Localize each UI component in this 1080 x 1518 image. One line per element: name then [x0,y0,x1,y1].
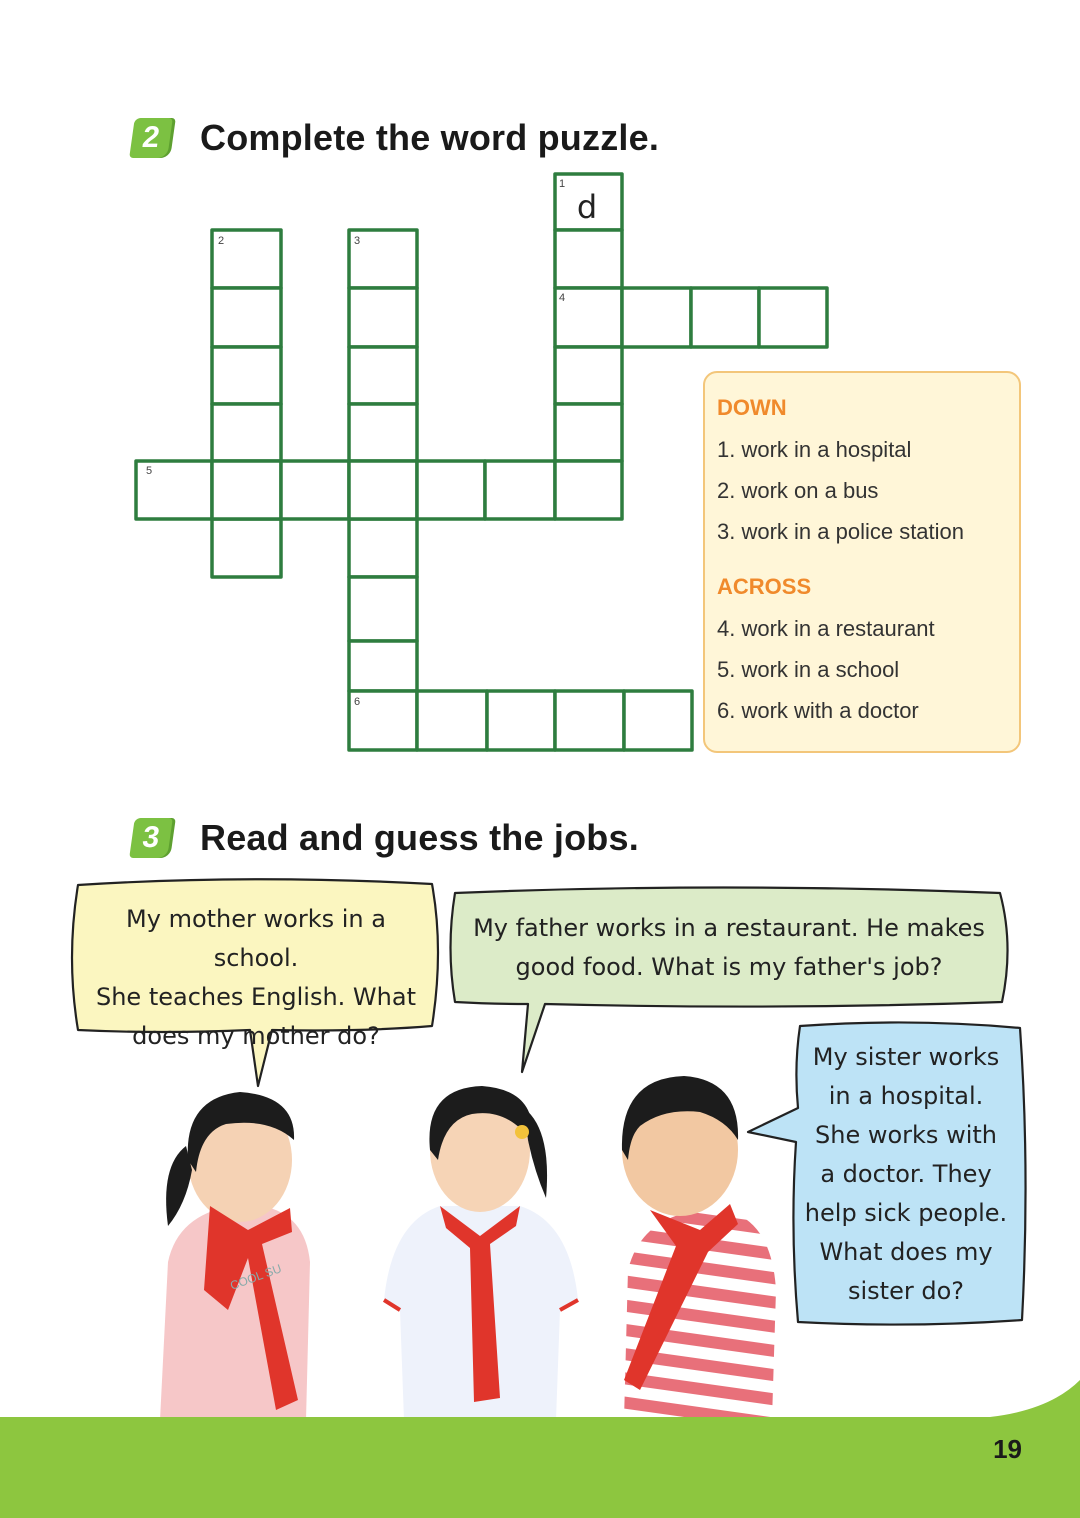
shirt-text: COOL SU [228,1261,284,1293]
down-clue-2: 2. work on a bus [717,478,879,503]
bubble-father-text: My father works in a restaurant. He makes good food. What is my father's job? [473,914,985,981]
cell-number-4: 4 [559,292,566,304]
cell-number-5: 5 [146,465,153,477]
down-clue-1: 1. work in a hospital [717,437,912,462]
girl-middle-figure [384,1086,578,1420]
section-title: Complete the word puzzle. [200,117,660,158]
section-title: Read and guess the jobs. [200,817,639,858]
across-clue-4: 4. work in a restaurant [717,616,935,641]
bubble-sister-text: My sister works in a hospital. She works with a doctor. They help sick people. What does my sister do? [804,1043,1008,1305]
bubble-mother-text: My mother works in a school. She teaches English. What does my mother do? [95,905,416,1050]
across-clue-6: 6. work with a doctor [717,698,919,723]
down-clue-3: 3. work in a police station [717,519,965,544]
across-heading: ACROSS [717,574,812,599]
page-number: 19 [993,1434,1022,1464]
cell-number-3: 3 [354,235,361,247]
section-number-badge: 3 [129,818,173,858]
girl-left-figure [160,1092,310,1420]
boy-right-figure [622,1076,776,1420]
cell-number-6: 6 [354,696,361,708]
given-letter: d [576,188,598,226]
down-heading: DOWN [717,395,787,420]
cell-number-2: 2 [218,235,225,247]
footer-band [0,1380,1080,1518]
section-number-badge: 2 [129,118,173,158]
across-clue-5: 5. work in a school [717,657,900,682]
cell-number-1: 1 [559,178,566,190]
